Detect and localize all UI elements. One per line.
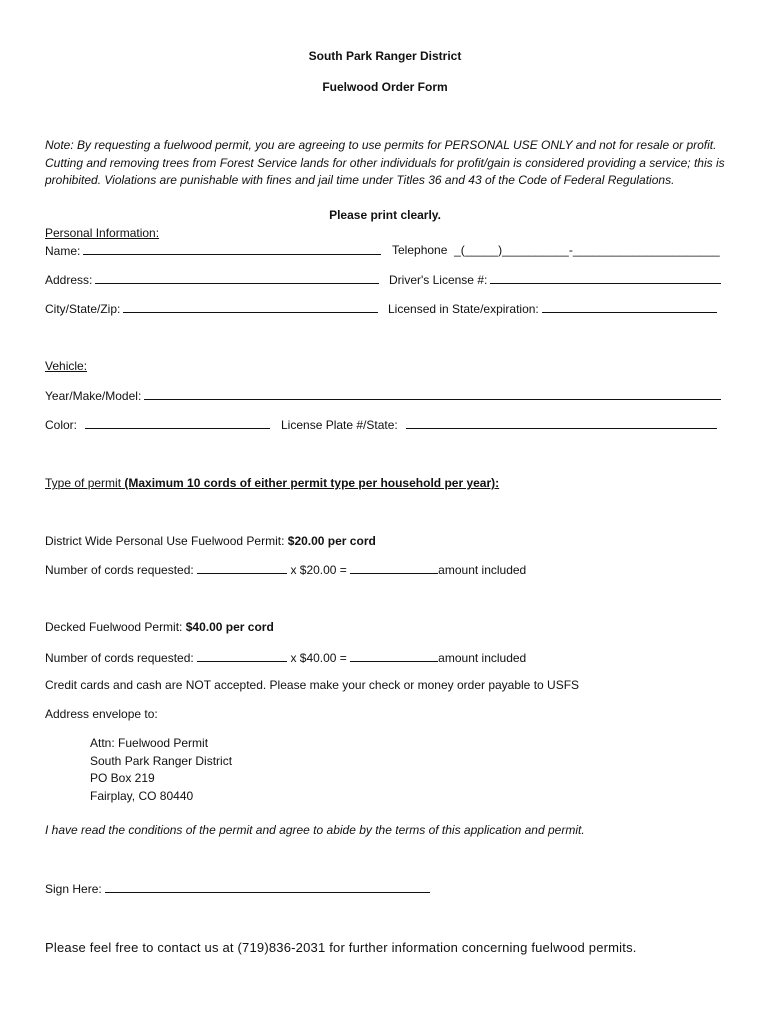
color-blank[interactable] bbox=[85, 417, 270, 429]
year-make-model-label: Year/Make/Model: bbox=[45, 389, 142, 403]
district-cords-label: Number of cords requested: bbox=[45, 563, 194, 577]
city-state-zip-label: City/State/Zip: bbox=[45, 302, 121, 316]
name-label: Name: bbox=[45, 244, 81, 258]
envelope-label: Address envelope to: bbox=[45, 707, 158, 721]
district-multiplier: x $20.00 = bbox=[290, 563, 347, 577]
contact-info: Please feel free to contact us at (719)836-2031 for further information concerning fuelwood permits. bbox=[45, 940, 637, 955]
decked-amount-label: amount included bbox=[438, 651, 527, 665]
decked-amount-blank[interactable] bbox=[350, 650, 438, 662]
district-amount-label: amount included bbox=[438, 563, 527, 577]
color-field[interactable] bbox=[45, 417, 270, 433]
decked-cords-blank[interactable] bbox=[197, 650, 287, 662]
drivers-license-label: Driver's License #: bbox=[389, 273, 488, 287]
telephone-field[interactable] bbox=[392, 243, 720, 258]
decked-permit-line bbox=[45, 620, 274, 635]
district-amount-blank[interactable] bbox=[350, 562, 438, 574]
drivers-license-blank[interactable] bbox=[490, 272, 721, 284]
signature-field[interactable] bbox=[45, 881, 430, 897]
telephone-blanks[interactable]: _(_____)__________-______________________ bbox=[450, 243, 720, 257]
year-make-model-blank[interactable] bbox=[144, 388, 721, 400]
name-blank[interactable] bbox=[83, 243, 381, 255]
payment-note: Credit cards and cash are NOT accepted. Please make your check or money order payable to USFS bbox=[45, 678, 580, 692]
vehicle-heading: Vehicle: bbox=[45, 359, 88, 373]
permit-type-limit: (Maximum 10 cords of either permit type per household per year): bbox=[124, 476, 500, 490]
form-title: Fuelwood Order Form bbox=[322, 80, 448, 94]
address-blank[interactable] bbox=[95, 272, 379, 284]
license-plate-blank[interactable] bbox=[406, 417, 717, 429]
permit-type-heading bbox=[45, 476, 499, 491]
district-cords-blank[interactable] bbox=[197, 562, 287, 574]
permit-type-label: Type of permit bbox=[45, 476, 122, 490]
note-paragraph: Note: By requesting a fuelwood permit, you are agreeing to use permits for PERSONAL USE ONLY and not for resale or profit. Cutting and removing trees from Forest Service lands for other individuals for profit/gain is considered providing a service; this is prohibited. Violations are punishable with fines and jail time under Titles 36 and 43 of the Code of Federal Regulations. bbox=[45, 138, 725, 187]
district-title: South Park Ranger District bbox=[308, 49, 462, 63]
signature-label: Sign Here: bbox=[45, 882, 102, 896]
color-label: Color: bbox=[45, 418, 78, 432]
district-permit-label: District Wide Personal Use Fuelwood Permit: bbox=[45, 534, 285, 548]
drivers-license-field[interactable] bbox=[389, 272, 721, 288]
address-line-attn: Attn: Fuelwood Permit bbox=[90, 736, 209, 750]
address-field[interactable] bbox=[45, 272, 379, 288]
decked-multiplier: x $40.00 = bbox=[290, 651, 347, 665]
decked-cords-line bbox=[45, 650, 526, 666]
district-permit-line bbox=[45, 534, 376, 549]
decked-cords-label: Number of cords requested: bbox=[45, 651, 194, 665]
city-state-zip-field[interactable] bbox=[45, 301, 378, 317]
address-line-po-box: PO Box 219 bbox=[90, 771, 155, 785]
telephone-label: Telephone bbox=[392, 243, 448, 257]
city-state-zip-blank[interactable] bbox=[123, 301, 378, 313]
licensed-state-label: Licensed in State/expiration: bbox=[388, 302, 539, 316]
district-permit-price: $20.00 per cord bbox=[287, 534, 376, 548]
year-make-model-field[interactable] bbox=[45, 388, 721, 404]
signature-blank[interactable] bbox=[105, 881, 430, 893]
decked-permit-price: $40.00 per cord bbox=[185, 620, 274, 634]
address-line-city: Fairplay, CO 80440 bbox=[90, 789, 194, 803]
agreement-statement: I have read the conditions of the permit and agree to abide by the terms of this application and permit. bbox=[45, 823, 585, 837]
licensed-state-blank[interactable] bbox=[542, 301, 717, 313]
decked-permit-label: Decked Fuelwood Permit: bbox=[45, 620, 183, 634]
name-field[interactable] bbox=[45, 243, 381, 259]
address-line-district: South Park Ranger District bbox=[90, 754, 233, 768]
district-cords-line bbox=[45, 562, 526, 578]
address-label: Address: bbox=[45, 273, 93, 287]
licensed-state-field[interactable] bbox=[388, 301, 717, 317]
license-plate-field[interactable] bbox=[281, 417, 717, 433]
personal-info-heading: Personal Information: bbox=[45, 226, 160, 240]
print-clearly: Please print clearly. bbox=[329, 208, 441, 222]
license-plate-label: License Plate #/State: bbox=[281, 418, 398, 432]
